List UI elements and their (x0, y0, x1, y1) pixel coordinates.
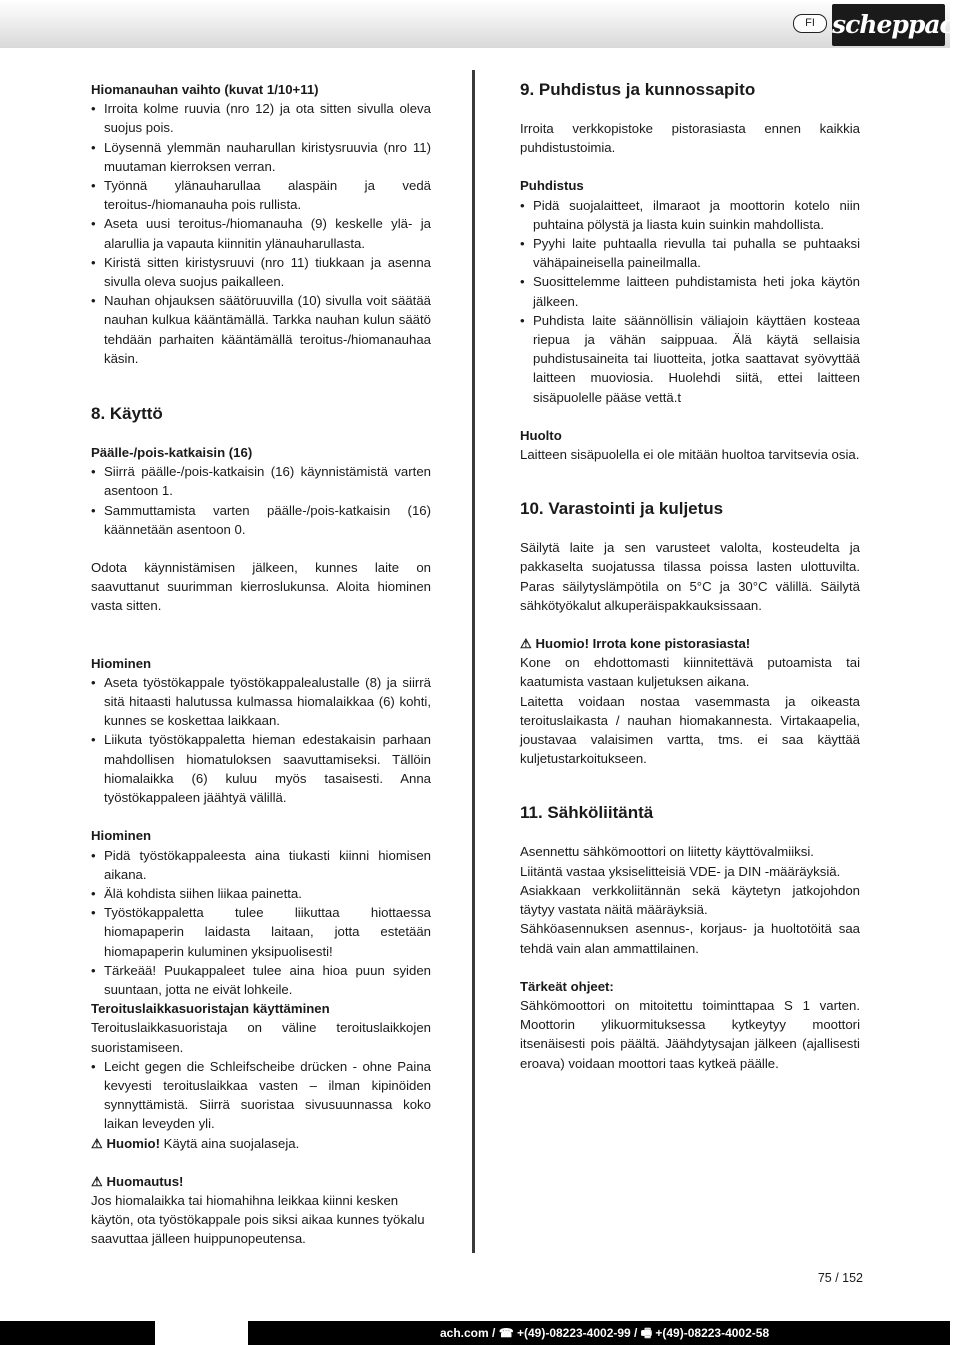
warning-icon: ⚠ (91, 1135, 103, 1151)
list-item: • Tärkeää! Puukappaleet tulee aina hioa puun syiden suuntaan, jotta ne eivät lohkeile. (91, 961, 431, 999)
grinding-list (91, 673, 431, 807)
important-notes-paragraph: Sähkömoottori on mitoitettu toiminttapaa S 1 varten. Moottorin ylikuormituksessa kytkeytyy moottori itsenäisesti pois päältä. Jäähdytysajan jälkeen (ajallisesti eroava) voidaan moottori taas kytkeä päälle. (520, 997, 860, 1071)
list-item: • Suosittelemme laitteen puhdistamista heti joka käytön jälkeen. (520, 272, 860, 310)
list-item: • Siirrä päälle-/pois-katkaisin (16) käynnistämistä varten asentoon 1. (91, 462, 431, 500)
warning-text: Käytä aina suojalaseja. (159, 1135, 300, 1151)
transport-warning-title: Huomio! Irrota kone pistorasiasta! (535, 636, 751, 652)
transport-warning (520, 634, 860, 653)
list-item: • Pidä työstökappaleesta aina tiukasti kiinni hiomisen aikana. (91, 846, 431, 884)
note-label: Huomautus! (106, 1173, 184, 1189)
dresser-heading: Teroituslaikkasuoristajan käyttäminen (91, 1001, 330, 1017)
service-heading: Huolto (520, 427, 562, 443)
belt-change-list (91, 99, 431, 368)
section-9-heading: 9. Puhdistus ja kunnossapito (520, 80, 756, 99)
dresser-paragraph: Teroituslaikkasuoristaja on väline teroituslaikkojen suoristamiseen. (91, 1020, 431, 1055)
electrical-paragraph-2: Liitäntä vastaa yksiselitteisiä VDE- ja DIN -määräyksiä. (520, 863, 841, 879)
storage-paragraph: Säilytä laite ja sen varusteet valolta, kosteudelta ja pakkaselta suojatussa tilassa poissa lasten ulottuvilta. Paras säilytyslämpötila on 5°C ja 30°C välillä. Säilytä sähkötyökalut alkuperäispakkauksissaan. (520, 540, 860, 613)
service-paragraph: Laitteen sisäpuolella ei ole mitään huoltoa tarvitsevia osia. (520, 447, 860, 463)
electrical-paragraph-3: Asiakkaan verkkoliitännän sekä käytetyn jatkojohdon täytyy vastata näitä määräyksiä. (520, 882, 860, 918)
electrical-paragraph-1: Asennettu sähkömoottori on liitetty käyttövalmiiksi. (520, 844, 814, 860)
right-column (520, 80, 860, 1073)
list-item: • Leicht gegen die Schleifscheibe drücken - ohne Paina kevyesti teroituslaikkaa vasten – ilman kipinöiden synnyttämistä. Siirrä suoristaa sivusuunnassa koko laikan leveyden yli. (91, 1057, 431, 1134)
list-item: • Löysennä ylemmän nauharullan kiristysruuvia (nro 11) muutaman kierroksen verran. (91, 138, 431, 176)
page-number: 75 / 152 (817, 1271, 863, 1285)
transport-paragraph-2: Laitetta voidaan nostaa vasemmasta ja oikeasta teroituslaikasta / nauhan hiomakannesta. Virtakaapelia, joustavaa valaisimen vartta, tms. ei saa käyttää kuljetustarkoitukseen. (520, 693, 860, 767)
list-item: • Työnnä ylänauharullaa alaspäin ja vedä teroitus-/hiomanauha pois rullista. (91, 176, 431, 214)
footer-bar (0, 1321, 950, 1345)
list-item: • Aseta uusi teroitus-/hiomanauha (9) keskelle ylä- ja alarullia ja vapauta kiinnitin ylänauharullasta. (91, 214, 431, 252)
list-item: • Sammuttamista varten päälle-/pois-katkaisin (16) käännetään asentoon 0. (91, 501, 431, 539)
list-item: • Irroita kolme ruuvia (nro 12) ja ota sitten sivulla oleva suojus pois. (91, 99, 431, 137)
list-item: • Älä kohdista siihen liikaa painetta. (91, 884, 431, 903)
language-badge: FI (793, 14, 827, 33)
list-item: • Kiristä sitten kiristysruuvi (nro 11) tiukkaan ja asenna sivulla oleva suojus paikalleen. (91, 253, 431, 291)
warning-icon: ⚠ (520, 636, 532, 652)
jam-note (91, 1172, 431, 1191)
list-item: • Työstökappaletta tulee liikuttaa hiottaessa hiomapaperin laidasta laitaan, jotta estetään hiomapaperin kuluminen yksipuolisesti! (91, 903, 431, 961)
section-8-heading: 8. Käyttö (91, 404, 163, 424)
transport-paragraph-1: Kone on ehdottomasti kiinnitettävä putoamista tai kaatumista vastaan kuljetuksen aikana. (520, 655, 860, 690)
grinding-list-2 (91, 846, 431, 1000)
list-item: • Puhdista laite säännöllisin väliajoin käyttäen kosteaa riepua ja vähän saippuaa. Älä käytä sellaisia puhdistusaineita tai liuotteita, jotka saattavat syövyttää laitteen muoviosia. Huolehdi siitä, ettei laitteen sisäpuolelle pääse vettä.t (520, 311, 860, 407)
grinding-heading: Hiominen (91, 655, 152, 671)
important-notes-heading: Tärkeät ohjeet: (520, 978, 614, 994)
switch-heading: Päälle-/pois-katkaisin (16) (91, 445, 253, 461)
left-column (91, 80, 431, 1249)
cleaning-heading: Puhdistus (520, 178, 584, 194)
list-item: • Pidä suojalaitteet, ilmaraot ja moottorin kotelo niin puhtaina pölystä ja liasta kuin suinkin mahdollista. (520, 196, 860, 234)
section-10-heading: 10. Varastointi ja kuljetus (520, 499, 724, 519)
header-bar (0, 0, 971, 48)
startup-paragraph: Odota käynnistämisen jälkeen, kunnes laite on saavuttanut suurimman kierroslukunsa. Aloita hiominen vasta sitten. (91, 560, 431, 614)
goggles-warning (91, 1134, 431, 1153)
cleaning-list (520, 196, 860, 407)
warning-icon: ⚠ (91, 1173, 103, 1189)
dresser-list (91, 1057, 431, 1134)
section-11-heading: 11. Sähköliitäntä (520, 803, 654, 823)
warning-label: Huomio! (106, 1135, 160, 1151)
electrical-paragraph-4: Sähköasennuksen asennus-, korjaus- ja huoltotöitä saa tehdä vain alan ammattilainen. (520, 921, 860, 956)
brand-logo: scheppach (832, 4, 945, 46)
belt-change-heading: Hiomanauhan vaihto (kuvat 1/10+11) (91, 82, 319, 97)
column-divider (472, 70, 475, 1253)
unplug-paragraph: Irroita verkkopistoke pistorasiasta ennen kaikkia puhdistustoimia. (520, 121, 860, 156)
jam-note-text: Jos hiomalaikka tai hiomahihna leikkaa kiinni kesken käytön, ota työstökappale pois siksi aikaa kunnes työkalu saavuttaa jälleen huippunopeutensa. (91, 1192, 425, 1247)
list-item: • Aseta työstökappale työstökappalealustalle (8) ja siirrä sitä hitaasti halutussa kulmassa hiomalaikkaa (6) kohti, kunnes se koskettaa laikkaan. (91, 673, 431, 731)
footer-gap (155, 1321, 248, 1345)
grinding-heading-2: Hiominen (91, 828, 152, 844)
switch-list (91, 462, 431, 539)
list-item: • Liikuta työstökappaletta hieman edestakaisin parhaan mahdollisen hiomatuloksen saavuttamiseksi. Tällöin hiomalaikka (6) kuluu myös tasaisesti. Anna työstökappaleen jäähtyä välillä. (91, 730, 431, 807)
footer-contact: ach.com / ☎ +(49)-08223-4002-99 / 🖷 +(49)-08223-4002-58 (440, 1326, 770, 1340)
list-item: • Nauhan ohjauksen säätöruuvilla (10) sivulla voit säätää nauhan kulkua kääntämällä. Tarkka nauhan kulun säätö tehdään parhaiten kääntämällä teroitus-/hiomanauhaa käsin. (91, 291, 431, 368)
list-item: • Pyyhi laite puhtaalla rievulla tai puhalla se puhtaaksi vähäpaineisella paineilmalla. (520, 234, 860, 272)
